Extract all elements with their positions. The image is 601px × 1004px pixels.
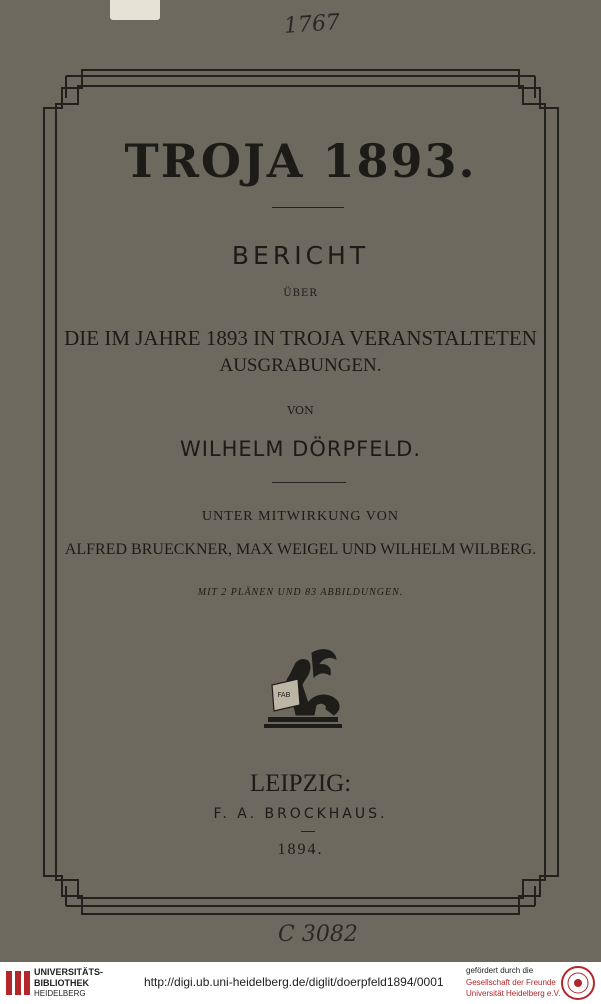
subtitle-line-1: DIE IM JAHRE 1893 IN TROJA VERANSTALTETEN [64,326,537,350]
divider-3 [301,831,315,832]
university-seal-icon [560,965,596,1001]
svg-text:FAB: FAB [277,691,291,699]
divider-2 [272,482,346,483]
handwritten-shelfmark: C 3082 [278,922,358,947]
sponsor-line-2: Gesellschaft der Freunde [466,978,556,987]
illustrations-note: MIT 2 PLÄNEN UND 83 ABBILDUNGEN. [197,587,404,598]
collaborators-intro: UNTER MITWIRKUNG VON [201,509,400,524]
city: LEIPZIG: [249,770,352,797]
library-name-1: UNIVERSITÄTS- [34,967,104,977]
heading-uber: ÜBER [283,288,318,299]
year: 1894. [277,841,324,858]
publisher: F. A. BROCKHAUS. [213,806,388,822]
author: WILHELM DÖRPFELD. [179,437,422,461]
publisher-emblem-icon [262,645,352,731]
handwritten-number: 1767 [283,10,341,39]
heading-bericht: BERICHT [231,241,370,270]
digitization-footer [0,962,601,1004]
collaborators: ALFRED BRUECKNER, MAX WEIGEL UND WILHELM WILBERG. [64,541,537,558]
library-logo-icon [4,968,32,998]
subtitle-line-2: AUSGRABUNGEN. [219,355,382,376]
title: TROJA 1893. [124,134,477,188]
sponsor-line-3: Universität Heidelberg e.V. [466,989,561,998]
sponsor-line-1: gefördert durch die [466,966,534,975]
library-name-2: BIBLIOTHEK [34,978,89,988]
divider-1 [272,207,344,208]
von-label: VON [287,404,314,417]
library-name-3: HEIDELBERG [34,989,86,998]
permalink[interactable]: http://digi.ub.uni-heidelberg.de/diglit/doerpfeld1894/0001 [144,975,444,989]
